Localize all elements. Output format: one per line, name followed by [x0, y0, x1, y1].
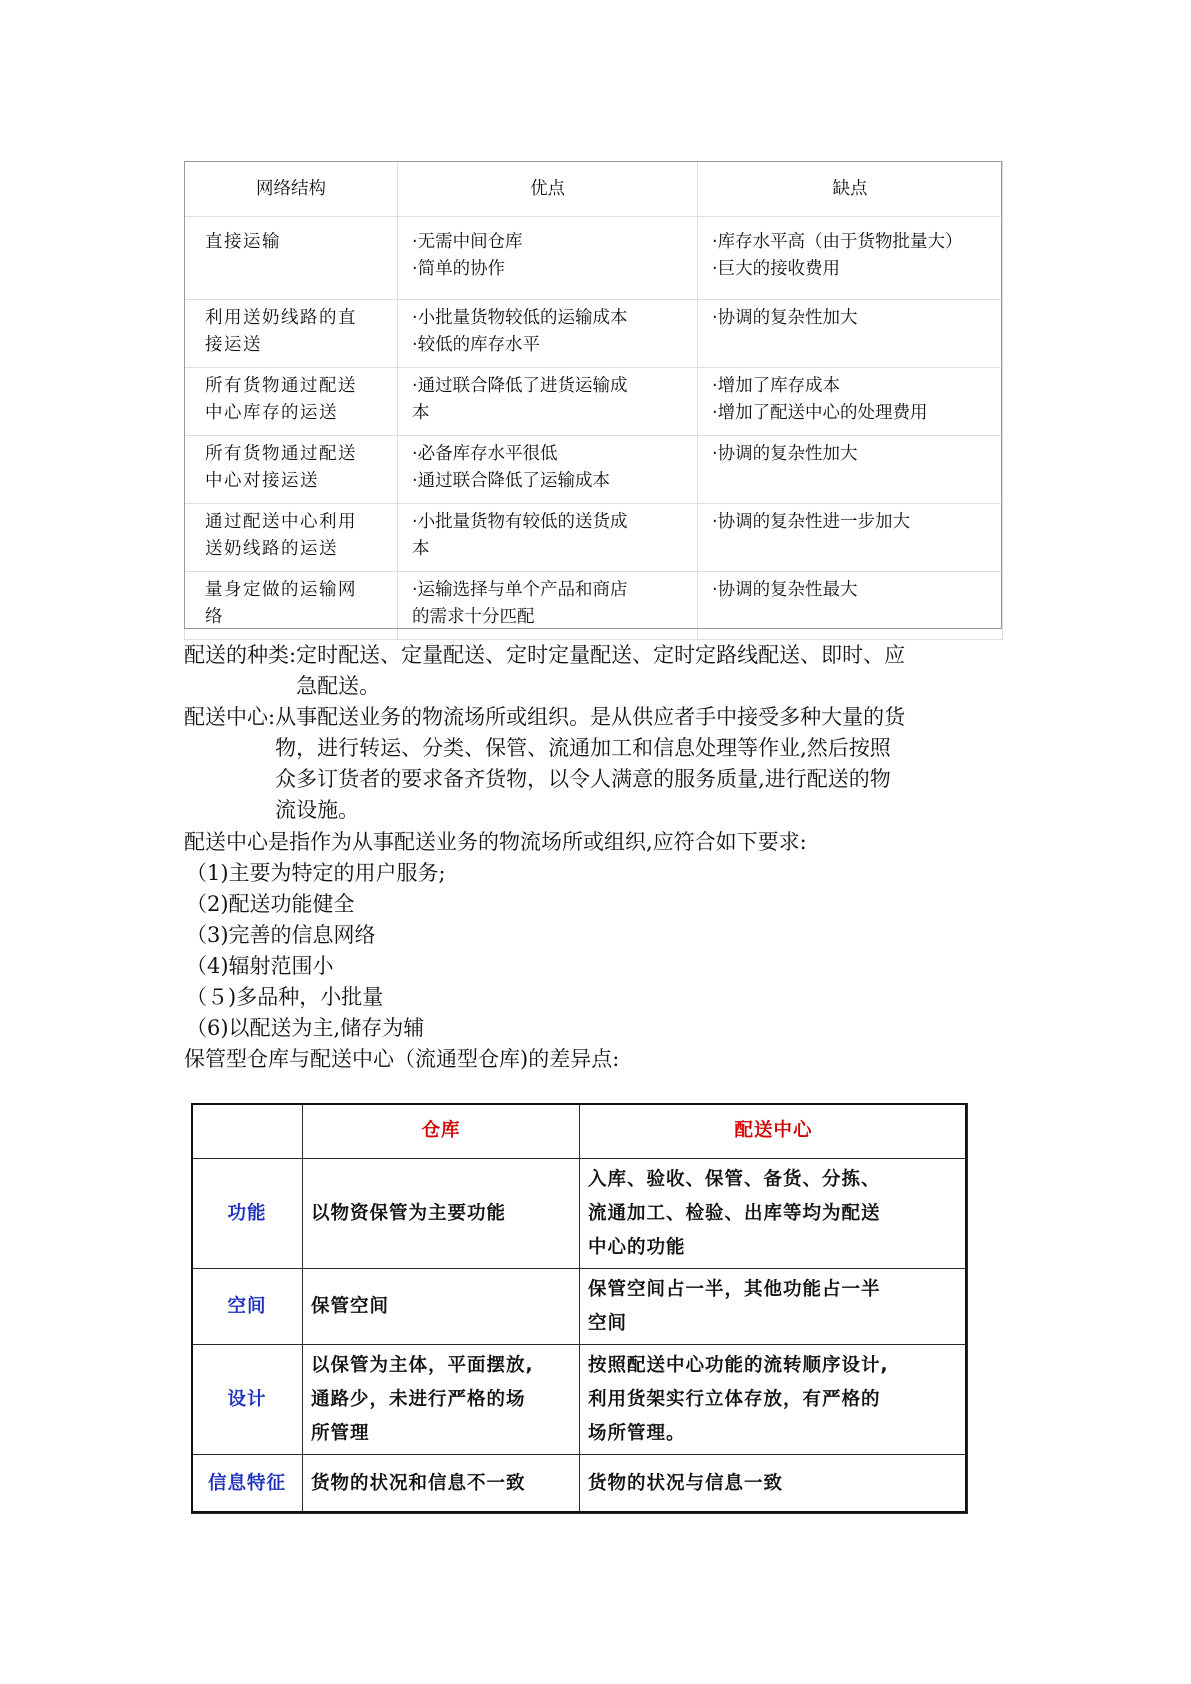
table-row [192, 1345, 968, 1455]
distribution-center-definition [184, 702, 905, 826]
cell-line: 络 [205, 607, 224, 627]
cell-line: ·增加了配送中心的处理费用 [712, 403, 928, 423]
cell-line: 通路少，未进行严格的场 [311, 1388, 526, 1410]
structure-cell [185, 572, 398, 640]
table-row [192, 1159, 968, 1269]
cell-line: 所有货物通过配送 [205, 376, 357, 396]
cell-line: ·无需中间仓库 [412, 232, 523, 252]
cons-cell [698, 217, 1003, 300]
pros-cell [398, 368, 698, 436]
cell-line: 空间 [588, 1312, 628, 1334]
table-row [185, 300, 1003, 368]
text-line: 流设施。 [275, 798, 360, 822]
requirements-intro: 配送中心是指作为从事配送业务的物流场所或组织,应符合如下要求: [184, 830, 807, 854]
table-row [185, 504, 1003, 572]
differences-intro: 保管型仓库与配送中心（流通型仓库)的差异点: [184, 1047, 620, 1071]
cell-line: ·通过联合降低了运输成本 [412, 471, 611, 491]
warehouse-cell [303, 1269, 580, 1345]
cell-line: 中心对接运送 [205, 471, 319, 491]
cell-line: ·协调的复杂性最大 [712, 580, 858, 600]
cell-line: ·小批量货物较低的运输成本 [412, 308, 628, 328]
cell-line: ·简单的协作 [412, 259, 506, 279]
cons-cell [698, 436, 1003, 504]
text-line: 定时配送、定量配送、定时定量配送、定时定路线配送、即时、应 [296, 643, 906, 667]
cell-line: 本 [412, 539, 430, 559]
text-line: 从事配送业务的物流场所或组织。是从供应者手中接受多种大量的货 [275, 705, 906, 729]
warehouse-cell [303, 1455, 580, 1514]
header-pros: 优点 [398, 162, 698, 217]
cell-line: 通过配送中心利用 [205, 512, 357, 532]
table-row [192, 1269, 968, 1345]
cons-cell [698, 504, 1003, 572]
cons-cell [698, 300, 1003, 368]
cell-line: 货物的状况与信息一致 [588, 1473, 784, 1494]
header-blank [192, 1104, 303, 1159]
cell-line: 以保管为主体，平面摆放, [311, 1354, 534, 1376]
cell-line: ·协调的复杂性进一步加大 [712, 512, 911, 532]
cell-line: 本 [412, 403, 430, 423]
cell-line: 中心库存的运送 [205, 403, 338, 423]
network-structure-table [184, 161, 1003, 640]
cell-line: ·运输选择与单个产品和商店 [412, 580, 628, 600]
cell-line: 的需求十分匹配 [412, 607, 535, 627]
cell-line: ·协调的复杂性加大 [712, 308, 858, 328]
table-row [185, 217, 1003, 300]
requirement-item: （2)配送功能健全 [186, 892, 355, 916]
cell-line: 利用货架实行立体存放，有严格的 [588, 1388, 881, 1410]
structure-cell [185, 504, 398, 572]
warehouse-cell [303, 1159, 580, 1269]
pros-cell [398, 504, 698, 572]
row-label: 信息特征 [192, 1455, 303, 1514]
cell-line: ·库存水平高（由于货物批量大） [712, 232, 963, 252]
cell-line: ·增加了库存成本 [712, 376, 841, 396]
text-line: 急配送。 [296, 674, 381, 698]
cell-line: 货物的状况和信息不一致 [311, 1473, 526, 1494]
pros-cell [398, 217, 698, 300]
text-line: 物，进行转运、分类、保管、流通加工和信息处理等作业,然后按照 [275, 736, 891, 760]
cell-line: 中心的功能 [588, 1236, 686, 1258]
row-label: 空间 [192, 1269, 303, 1345]
cell-line: 所管理 [311, 1422, 370, 1444]
cell-line: ·协调的复杂性加大 [712, 444, 858, 464]
cell-line: 所有货物通过配送 [205, 444, 357, 464]
cell-line: ·小批量货物有较低的送货成 [412, 512, 628, 532]
center-cell [580, 1345, 968, 1455]
definition-term: 配送的种类: [184, 643, 297, 667]
center-cell [580, 1159, 968, 1269]
cell-line: 保管空间 [311, 1295, 390, 1317]
row-label: 功能 [192, 1159, 303, 1269]
table-header-row [192, 1104, 968, 1159]
requirement-item: （５)多品种，小批量 [186, 985, 384, 1009]
cell-line: 保管空间占一半，其他功能占一半 [588, 1278, 881, 1300]
cell-line: 以物资保管为主要功能 [311, 1202, 507, 1224]
table-row [185, 368, 1003, 436]
pros-cell [398, 300, 698, 368]
cell-line: 送奶线路的运送 [205, 539, 338, 559]
header-cons: 缺点 [698, 162, 1003, 217]
header-warehouse: 仓库 [303, 1104, 580, 1159]
header-distribution-center: 配送中心 [580, 1104, 968, 1159]
requirement-item: （1)主要为特定的用户服务; [186, 861, 446, 885]
cons-cell [698, 572, 1003, 640]
definition-body [275, 702, 905, 826]
definition-term: 配送中心: [184, 705, 276, 729]
cell-line: ·必备库存水平很低 [412, 444, 558, 464]
structure-cell [185, 300, 398, 368]
cell-line: 利用送奶线路的直 [205, 308, 357, 328]
cell-line: 场所管理。 [588, 1422, 686, 1444]
requirement-item: （4)辐射范围小 [186, 954, 334, 978]
cell-line: 流通加工、检验、出库等均为配送 [588, 1202, 881, 1224]
table-row [192, 1455, 968, 1514]
requirement-item: （6)以配送为主,储存为辅 [186, 1016, 425, 1040]
table-row [185, 572, 1003, 640]
cell-line: ·通过联合降低了进货运输成 [412, 376, 628, 396]
pros-cell [398, 572, 698, 640]
header-structure: 网络结构 [185, 162, 398, 217]
cell-line: 量身定做的运输网 [205, 580, 357, 600]
distribution-types-definition [184, 640, 905, 702]
center-cell [580, 1455, 968, 1514]
text-line: 众多订货者的要求备齐货物，以令人满意的服务质量,进行配送的物 [275, 767, 891, 791]
cell-line: 直接运输 [205, 232, 281, 252]
table-header-row [185, 162, 1003, 217]
pros-cell [398, 436, 698, 504]
structure-cell [185, 217, 398, 300]
cell-line: 接运送 [205, 335, 262, 355]
structure-cell [185, 436, 398, 504]
row-label: 设计 [192, 1345, 303, 1455]
cell-line: ·较低的库存水平 [412, 335, 541, 355]
definition-body [296, 640, 905, 702]
cell-line: ·巨大的接收费用 [712, 259, 841, 279]
warehouse-vs-center-table [191, 1103, 968, 1514]
requirement-item: （3)完善的信息网络 [186, 923, 376, 947]
cell-line: 按照配送中心功能的流转顺序设计, [588, 1354, 889, 1376]
cons-cell [698, 368, 1003, 436]
table-row [185, 436, 1003, 504]
warehouse-cell [303, 1345, 580, 1455]
cell-line: 入库、验收、保管、备货、分拣、 [588, 1168, 881, 1190]
structure-cell [185, 368, 398, 436]
center-cell [580, 1269, 968, 1345]
